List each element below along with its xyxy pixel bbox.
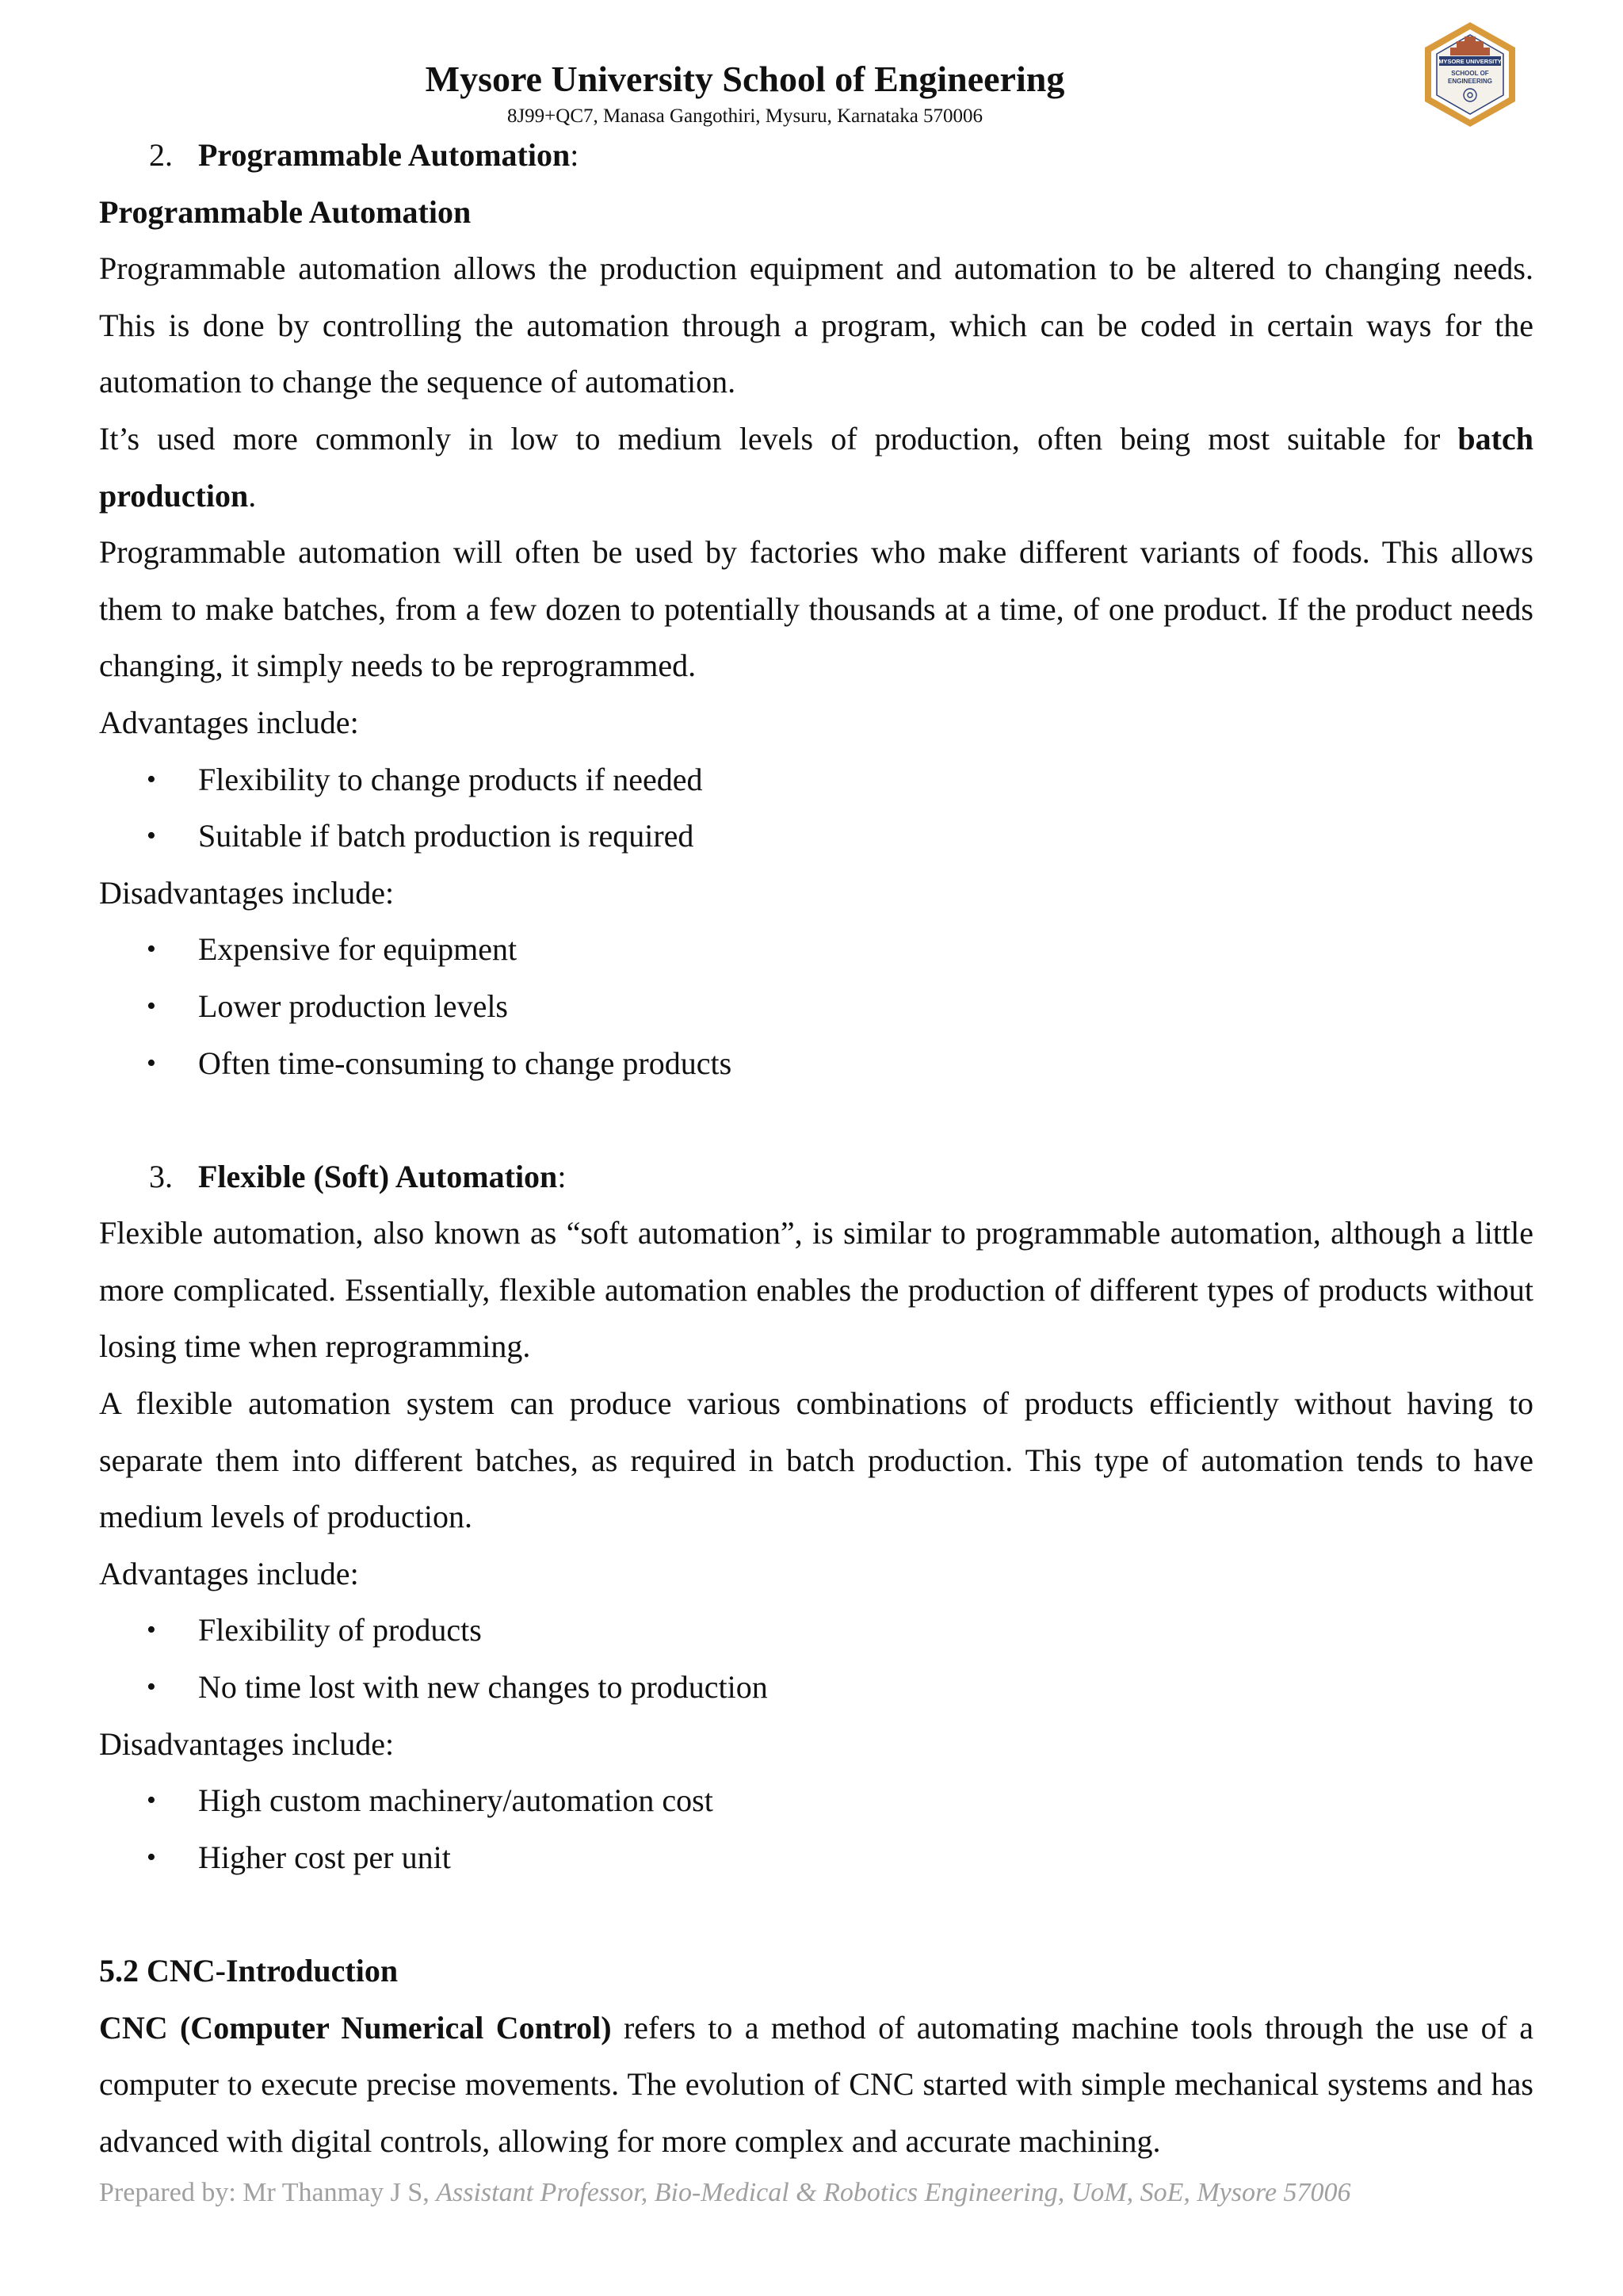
section-2-disadvantages-label: Disadvantages include: — [99, 874, 395, 911]
cnc-paragraph-text: refers to a method of automating machine tools through the use of a computer to execute precise movements. The evolution of CNC started with simple mechanical systems and has advanced with digital controls, allowing for more complex and accurate machining. — [99, 2009, 1533, 2159]
section-2-advantages-label: Advantages include: — [99, 704, 359, 740]
section-2-title: Programmable Automation — [198, 137, 571, 173]
section-3-advantages-list — [99, 1602, 1533, 1715]
document-body — [99, 127, 1533, 2169]
list-item: • Lower production levels — [99, 978, 1533, 1035]
list-item: • Expensive for equipment — [99, 921, 1533, 978]
section-2-number: 2. — [149, 137, 173, 173]
cnc-bold-lead: CNC (Computer Numerical Control) — [99, 2009, 612, 2046]
university-address: 8J99+QC7, Manasa Gangothiri, Mysuru, Karnataka 570006 — [506, 105, 983, 127]
logo-text-engineering: ENGINEERING — [1447, 78, 1493, 85]
cnc-section-heading — [99, 1943, 1533, 2000]
page-footer — [99, 2176, 1351, 2210]
list-item: • Suitable if batch production is required — [99, 808, 1533, 865]
list-item: • High custom machinery/automation cost — [99, 1772, 1533, 1829]
section-3-number: 3. — [149, 1158, 173, 1194]
section-2-paragraph-1: Programmable automation allows the production equipment and automation to be altered to changing needs. This is done by controlling the automation through a program, which can be coded in certain ways for the automation to change the sequence of automation. — [99, 250, 1533, 400]
cnc-paragraph — [99, 2000, 1533, 2170]
section-2-paragraph-2-text: It’s used more commonly in low to medium levels of production, often being most suitable for — [99, 420, 1458, 457]
section-2-subheading — [99, 184, 1533, 241]
list-item: • Often time-consuming to change products — [99, 1035, 1533, 1092]
list-item: • No time lost with new changes to production — [99, 1659, 1533, 1716]
spacer — [99, 1091, 1533, 1148]
section-2-paragraph-2-end: . — [248, 477, 257, 514]
section-3-paragraph-2: A flexible automation system can produce various combinations of products efficiently without having to separate them into different batches, as required in batch production. This type of automation tends to have medium levels of production. — [99, 1385, 1533, 1535]
cnc-section-heading-text: 5.2 CNC-Introduction — [99, 1953, 399, 1988]
spacer — [99, 1885, 1533, 1943]
list-item: • Flexibility to change products if needed — [99, 751, 1533, 808]
section-3-disadvantages-label: Disadvantages include: — [99, 1725, 395, 1762]
section-3-colon: : — [557, 1158, 567, 1194]
section-2-paragraph-3: Programmable automation will often be used by factories who make different variants of foods. This allows them to make batches, from a few dozen to potentially thousands at a time, of one product. If the product needs changing, it simply needs to be reprogrammed. — [99, 534, 1533, 684]
section-2-subheading-text: Programmable Automation — [99, 193, 472, 230]
university-title: Mysore University School of Engineering — [425, 59, 1065, 99]
section-3-advantages-label: Advantages include: — [99, 1555, 359, 1591]
footer-italic: Assistant Professor, Bio-Medical & Robotics Engineering, UoM, SoE, Mysore 57006 — [436, 2178, 1351, 2207]
logo-text-university: MYSORE UNIVERSITY — [1438, 58, 1502, 65]
list-item: • Flexibility of products — [99, 1602, 1533, 1659]
section-2-heading — [99, 127, 1533, 184]
section-2-colon: : — [570, 137, 579, 173]
section-2-disadvantages-list — [99, 921, 1533, 1091]
list-item: • Higher cost per unit — [99, 1829, 1533, 1886]
section-3-paragraph-1: Flexible automation, also known as “soft automation”, is similar to programmable automation, although a little more complicated. Essentially, flexible automation enables the production of different types of products without losing time when reprogramming. — [99, 1215, 1533, 1365]
section-2-advantages-list — [99, 751, 1533, 865]
section-2-paragraph-2 — [99, 411, 1533, 524]
footer-prefix: Prepared by: Mr Thanmay J S, — [99, 2178, 437, 2207]
section-3-disadvantages-list — [99, 1772, 1533, 1885]
logo-text-school: SCHOOL OF — [1451, 70, 1489, 77]
university-logo — [1419, 19, 1522, 130]
section-2-paragraph-2-bold: batch production — [99, 420, 1533, 514]
section-3-title: Flexible (Soft) Automation — [198, 1158, 558, 1194]
section-3-heading — [99, 1148, 1533, 1205]
